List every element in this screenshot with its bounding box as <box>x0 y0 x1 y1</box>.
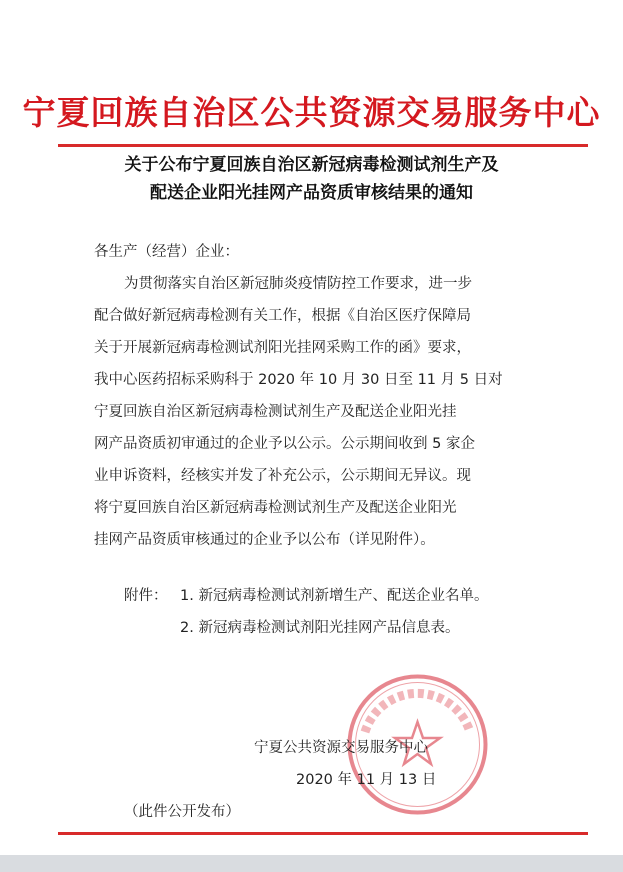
attachment-item: 1. 新冠病毒检测试剂新增生产、配送企业名单。 <box>180 588 489 604</box>
paragraph-line: 为贯彻落实自治区新冠肺炎疫情防控工作要求，进一步 <box>124 276 472 292</box>
paragraph-line: 挂网产品资质审核通过的企业予以公布（详见附件）。 <box>94 532 435 548</box>
salutation: 各生产（经营）企业： <box>94 244 239 260</box>
paragraph-line: 网产品资质初审通过的企业予以公示。公示期间收到 5 家企 <box>94 436 475 452</box>
page-bottom-edge <box>0 855 623 872</box>
notice-title-line1: 关于公布宁夏回族自治区新冠病毒检测试剂生产及 <box>124 155 499 175</box>
attachments-label: 附件： <box>124 588 168 604</box>
notice-title-line2: 配送企业阳光挂网产品资质审核结果的通知 <box>150 183 473 203</box>
paragraph-line: 业申诉资料，经核实并发了补充公示，公示期间无异议。现 <box>94 468 471 484</box>
paragraph-line: 将宁夏回族自治区新冠病毒检测试剂生产及配送企业阳光 <box>94 500 457 516</box>
footer-red-rule <box>58 832 588 835</box>
signature-organization: 宁夏公共资源交易服务中心 <box>254 740 428 756</box>
paragraph-line: 宁夏回族自治区新冠病毒检测试剂生产及配送企业阳光挂 <box>94 404 457 420</box>
paragraph-line: 我中心医药招标采购科于 2020 年 10 月 30 日至 11 月 5 日对 <box>94 372 503 388</box>
publication-note: （此件公开发布） <box>124 804 240 820</box>
signature-date: 2020 年 11 月 13 日 <box>296 772 437 788</box>
organization-header: 宁夏回族自治区公共资源交易服务中心 <box>22 93 601 132</box>
paragraph-line: 配合做好新冠病毒检测有关工作，根据《自治区医疗保障局 <box>94 308 471 324</box>
paragraph-line: 关于开展新冠病毒检测试剂阳光挂网采购工作的函》要求， <box>94 340 471 356</box>
attachment-item: 2. 新冠病毒检测试剂阳光挂网产品信息表。 <box>180 620 460 636</box>
header-red-rule <box>58 144 588 147</box>
